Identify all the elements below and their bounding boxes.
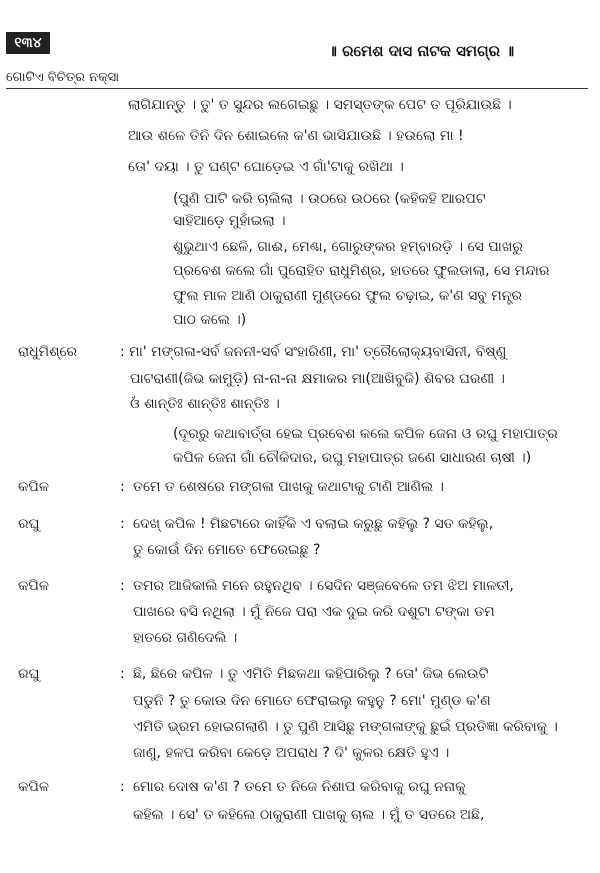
- dialogue-line: ପାଟରାଣୀ(ଜିଭ କାମୁଡ଼ି) ନା-ନା-ନା କ୍ଷମାକର ମା(ଆଖିବୁଜି) ଶିବର ଘରଣୀ ।: [130, 371, 505, 387]
- speaker-name: କପିଳ: [18, 779, 49, 795]
- stage-direction-line: (ପୁଣି ପାଟି କରି ଚାଲିଲା । ଉଠରେ ଉଠରେ (କହିକହି ଆରପଟ: [173, 191, 486, 207]
- speaker-name: କପିଳ: [18, 479, 49, 495]
- stage-direction-line: କପିଳ ଜେନା ଗାଁ ଚୌକିଦାର, ରଘୁ ମହାପାତ୍ର ଜଣେ ସାଧାରଣ ଚାଷୀ ।): [173, 450, 532, 466]
- stage-direction-line: ଶୁଭୁଥାଏ ଛେଳି, ଗାଈ, ମେଣ୍ଢା, ଗୋରୁଙ୍କର ହମ୍ବାରଡ଼ି । ସେ ପାଖରୁ: [173, 239, 523, 255]
- text-line: ଲାଗିଯାନ୍ତୁ । ତୁ' ତ ସୁନ୍ଦର ଲଗେଇଛୁ । ସମସ୍ତଙ୍କ ପେଟ ତ ପୂରିଯାଉଛି ।: [128, 97, 512, 113]
- colon: :: [120, 516, 125, 532]
- dialogue-line: କହିଲ । ସେ' ତ କହିଲେ ଠାକୁରାଣୀ ପାଖକୁ ଚାଲ । ମୁଁ ତ ସତରେ ଅଛି,: [133, 807, 485, 823]
- dialogue-line: ଜାଣୁ, ହଳପ କରିବା କେଡ଼େ ଅପରାଧ ? ଦି' କୁଳର କ୍ଷେତି ହୁଏ ।: [133, 745, 450, 761]
- stage-direction-line: ପାଠ କଲେ ।): [173, 312, 247, 328]
- speaker-name: ରାଧୁମିଶ୍ରେ: [18, 344, 78, 360]
- dialogue-line: ତମର ଆଜିକାଲି ମନେ ରହୁନଥିବ । ସେଦିନ ସଞ୍ଜବେଳେ ତମ ଝିଅ ମାଳତୀ,: [133, 578, 514, 594]
- section-title: ଗୋଟିଏ ବିଚିତ୍ର ନକ୍ସା: [6, 70, 120, 85]
- colon: :: [120, 578, 125, 594]
- stage-direction-line: (ଦୂରରୁ କଥାବାର୍ତ୍ତା ହେଇ ପ୍ରବେଶ କଲେ କପିଳ ଜେନା ଓ ରଘୁ ମହାପାତ୍ର: [173, 426, 558, 442]
- dialogue-line: : ମା' ମଙ୍ଗଳା-ସର୍ବ ଜନନୀ-ସର୍ବ ସଂହାରିଣୀ, ମା' ତ୍ରୈଲୋକ୍ୟବାସିନୀ, ବିଷ୍ଣୁ: [120, 344, 507, 360]
- header-rule: [6, 88, 588, 89]
- text-line: ଆଉ ଶଳେ ତିନି ଦିନ ଶୋଇଲେ କ'ଣ ଭାସିଯାଉଛି । ହଉଲୋ ମା !: [128, 128, 464, 144]
- dialogue-line: ହାତରେ ଗଣିଦେଲି ।: [133, 630, 238, 646]
- stage-direction-line: ଫୁଲ ମାଳ ଆଣି ଠାକୁରାଣୀ ମୁଣ୍ଡରେ ଫୁଲ ଚଢ଼ାଇ, କ'ଣ ସବୁ ମନ୍ତ୍ର: [173, 288, 523, 304]
- colon: :: [120, 479, 125, 495]
- dialogue-line: ପଡୁନି ? ତୁ କୋଉ ଦିନ ମୋତେ ଫେରାଇଲୁ କହୁନୁ ? ମୋ' ମୁଣ୍ଡ କ'ଣ: [133, 693, 491, 709]
- dialogue-line: ମୋର ଦୋଷ କ'ଣ ? ତମେ ତ ନିଜେ ନିଶାପ କରିବାକୁ ରଘୁ ନନାକୁ: [133, 779, 466, 795]
- dialogue-line: ତୁ କୋଉଁ ଦିନ ମୋତେ ଫେରେଇଛୁ ?: [133, 542, 321, 558]
- colon: :: [120, 666, 125, 682]
- dialogue-line: ଏମିତି ଭ୍ରମ ହୋଇଗଲାଣି । ତୁ ପୁଣି ଆସିଛୁ ମଙ୍ଗଳାଙ୍କୁ ଛୁଇଁ ପ୍ରତିଜ୍ଞା କରିବାକୁ ।: [133, 719, 558, 735]
- speaker-name: କପିଳ: [18, 578, 49, 594]
- colon: :: [120, 779, 125, 795]
- speaker-name: ରଘୁ: [18, 666, 40, 682]
- dialogue-line: ଓଁ ଶାନ୍ତିଃ ଶାନ୍ତିଃ ଶାନ୍ତିଃ ।: [130, 396, 280, 412]
- running-title: ॥ ରମେଶ ଦାସ ନାଟକ ସମଗ୍ର ॥: [328, 42, 515, 60]
- text-line: ତୋ' ଦୟା । ତୁ ଘଣ୍ଟ ଘୋଡ଼େଇ ଏ ଗାଁ'ଟାକୁ ରଖିଥା ।: [128, 159, 404, 175]
- stage-direction-line: ପ୍ରବେଶ କଲେ ଗାଁ ପୁରୋହିତ ରାଧୁମିଶ୍ର, ହାତରେ ଫୁଲଡାଲା, ସେ ମନ୍ଦାର: [173, 263, 550, 279]
- dialogue-line: ପାଖରେ ବସି ନଥିଲା । ମୁଁ ନିଜେ ପରା ଏକ ଦୁଇ କରି ଦଶୁଟା ଟଙ୍କା ତମ: [133, 604, 495, 620]
- dialogue-line: ଛି, ଛିରେ କପିଳ । ତୁ ଏମିତି ମିଛକଥା କହିପାରିଲୁ ? ତୋ' ଜିଭ ଲେଉଟି: [133, 666, 489, 682]
- dialogue-line: ଦେଖ୍ କପିଳ ! ମିଛଟାରେ କାହିଁକି ଏ ବଲାଇ କରୁଛୁ କହିଲୁ ? ସତ କହିଲୁ,: [133, 516, 494, 532]
- stage-direction-line: ସାହିଆଡ଼େ ମୁହାଁଇଲା ।: [173, 213, 286, 229]
- dialogue-line: ତମେ ତ ଶେଷରେ ମଙ୍ଗଳା ପାଖକୁ କଥାଟାକୁ ଟାଣି ଆଣିଲ ।: [133, 479, 444, 495]
- page-number: ୧୩୪: [6, 32, 50, 54]
- speaker-name: ରଘୁ: [18, 516, 40, 532]
